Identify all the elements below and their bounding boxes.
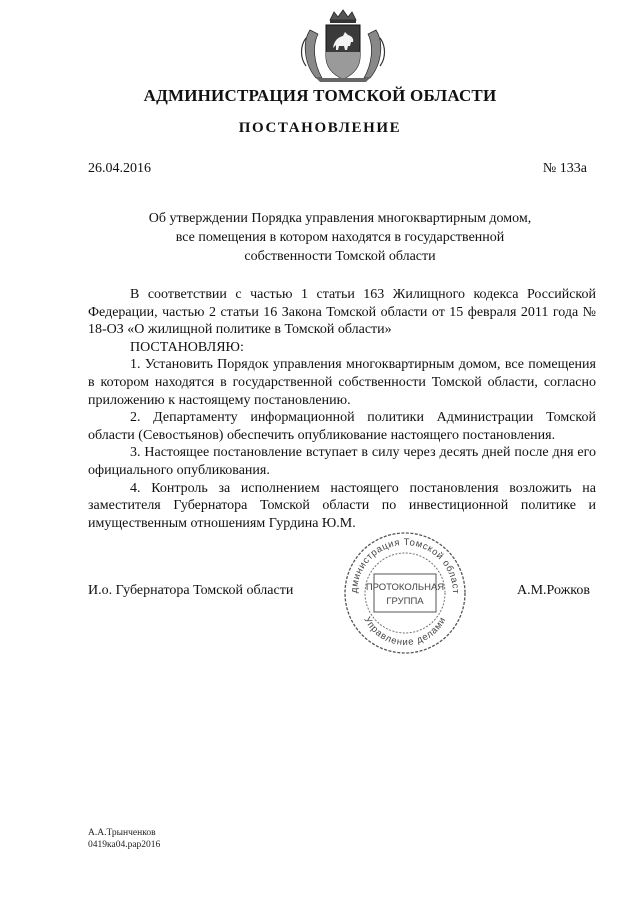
- body-paragraph: В соответствии с частью 1 статьи 163 Жилищного кодекса Российской Федерации, частью 2 статьи 16 Закона Томской области от 15 февраля 2011 года № 18-ОЗ «О жилищной политике в Томской области»: [88, 287, 596, 338]
- document-date: 26.04.2016: [88, 161, 151, 176]
- stamp-center-line1: ПРОТОКОЛЬНАЯ: [365, 582, 445, 593]
- coat-of-arms-icon: [296, 8, 390, 84]
- signatory-name: А.М.Рожков: [516, 583, 590, 598]
- author-note: А.А.Трынченков: [88, 828, 156, 838]
- stamp-ring-top: дминистрация Томской област: [348, 536, 462, 595]
- body-paragraph: 2. Департаменту информационной политики Администрации Томской области (Севостьянов) обеспечить опубликование настоящего постановления.: [88, 410, 596, 443]
- round-seal-icon: [340, 528, 470, 658]
- organization-title: АДМИНИСТРАЦИЯ ТОМСКОЙ ОБЛАСТИ: [143, 86, 497, 105]
- document-body: [88, 286, 596, 532]
- file-code: 0419ка04.рар2016: [88, 840, 161, 850]
- document-type: ПОСТАНОВЛЕНИЕ: [238, 120, 402, 136]
- stamp-center-line2: ГРУППА: [386, 596, 424, 607]
- document-title: [120, 209, 560, 266]
- body-paragraph: 4. Контроль за исполнением настоящего постановления возложить на заместителя Губернатора Томской области по инвестиционной политике и имущественным отношениям Гурдина Ю.М.: [88, 480, 596, 531]
- signatory-position: И.о. Губернатора Томской области: [88, 583, 294, 598]
- title-line: Об утверждении Порядка управления многоквартирным домом,: [148, 211, 532, 226]
- title-line: собственности Томской области: [244, 249, 436, 264]
- body-paragraph: 1. Установить Порядок управления многоквартирным домом, все помещения в котором находятся в государственной собственности Томской области, согласно приложению к настоящему постановлению.: [88, 357, 596, 408]
- body-paragraph: 3. Настоящее постановление вступает в силу через десять дней после дня его официального опубликования.: [88, 445, 596, 478]
- document-number: № 133а: [542, 161, 587, 176]
- title-line: все помещения в котором находятся в государственной: [175, 230, 505, 245]
- decree-keyword: ПОСТАНОВЛЯЮ:: [130, 339, 244, 355]
- stamp-ring-bottom: Управление делами: [361, 615, 449, 649]
- svg-text:Управление делами: [361, 615, 448, 648]
